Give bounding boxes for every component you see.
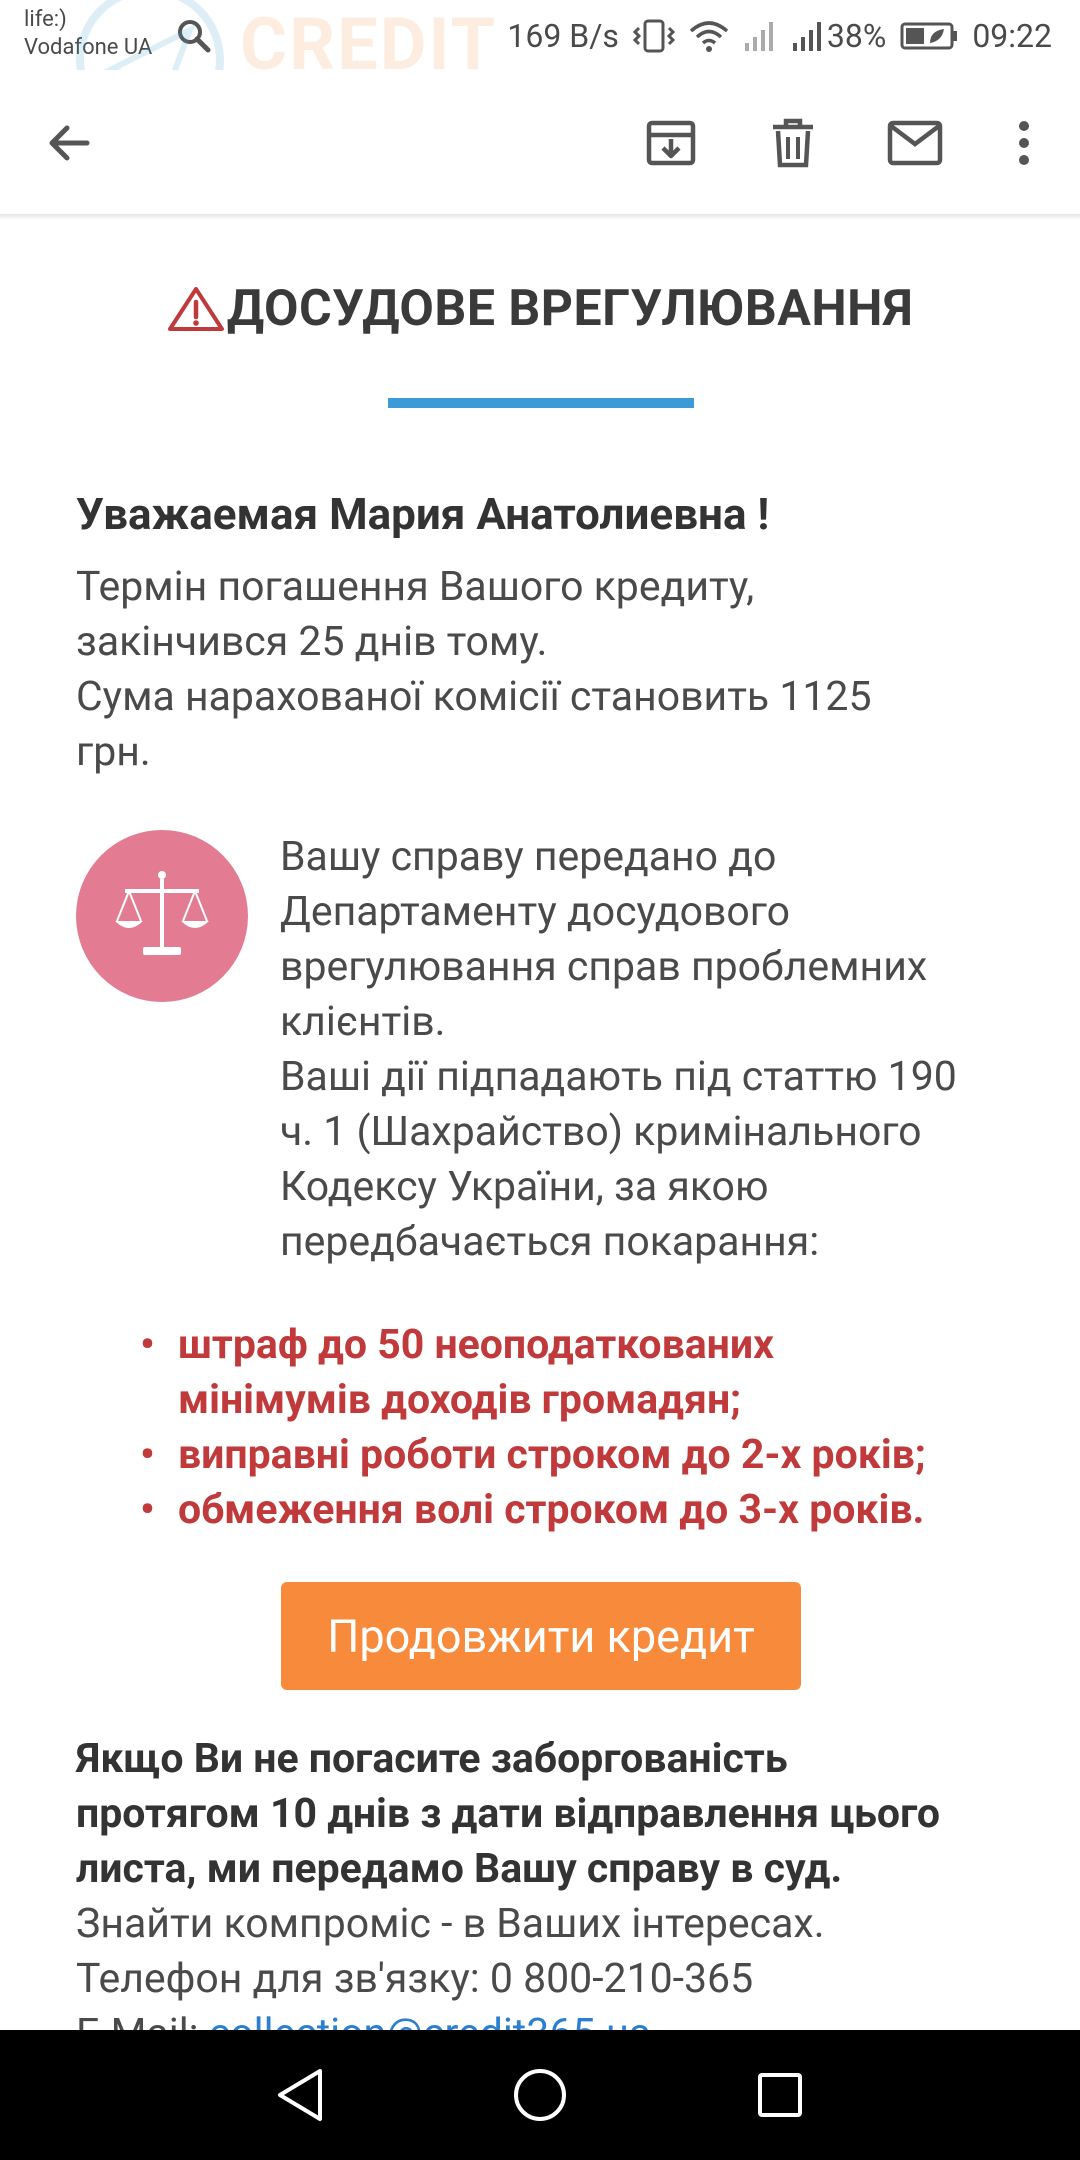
delete-button[interactable] [758,108,828,178]
archive-button[interactable] [636,108,706,178]
heading-accent-line [388,398,694,408]
intro-line: Сума нарахованої комісії становить 1125 [76,673,872,721]
overdue-notice [76,560,1016,780]
case-line: Ваші дії підпадають під статтю 190 [280,1053,957,1101]
penalty-list [140,1318,1040,1538]
case-line: Департаменту досудового [280,888,790,936]
more-vert-icon [1014,118,1034,168]
carrier-line-1: life:) [24,7,67,32]
vibrate-icon [633,18,675,54]
intro-line: закінчився 25 днів тому. [76,618,548,666]
signal-icon-sim2 [791,19,825,53]
case-line: ч. 1 (Шахрайство) кримінального [280,1108,922,1156]
status-bar [0,0,1080,70]
heading-text: ДОСУДОВЕ ВРЕГУЛЮВАННЯ [226,280,914,338]
penalty-item-restriction: • обмеження волі строком до 3-х років. [140,1483,1040,1538]
archive-icon [645,117,697,169]
more-options-button[interactable] [989,108,1059,178]
case-line: Вашу справу передано до [280,833,777,881]
system-navigation-bar [0,2030,1080,2160]
nav-recents-icon [756,2071,804,2119]
case-line: передбачається покарання: [280,1218,820,1266]
nav-home-icon [512,2067,568,2123]
status-indicators [507,14,1052,58]
scales-of-justice-icon [76,830,248,1002]
compromise-line: Знайти компроміс - в Ваших інтересах. [76,1900,825,1948]
email-toolbar [0,70,1080,216]
penalty-item-correctional-labor: • виправні роботи строком до 2-х років; [140,1428,1040,1483]
nav-recents-button[interactable] [740,2055,820,2135]
toolbar-divider [0,214,1080,220]
battery-icon [900,21,958,51]
penalty-line: • штраф до 50 неоподаткованих [178,1321,774,1369]
search-icon [176,18,212,54]
network-speed: 169 B/s [507,17,619,55]
warning-icon [167,286,225,332]
clock: 09:22 [972,17,1052,55]
phone-line: Телефон для зв'язку: 0 800-210-365 [76,1955,754,2003]
case-transfer-notice [280,830,1020,1270]
case-line: клієнтів. [280,998,446,1046]
nav-back-button[interactable] [260,2055,340,2135]
wifi-icon [689,19,729,53]
case-line: врегулювання справ проблемних [280,943,928,991]
warning-line: протягом 10 днів з дати відправлення цього [76,1790,941,1838]
nav-back-icon [274,2067,326,2123]
warning-line: Якщо Ви не погасите заборгованість [76,1735,788,1783]
court-warning [76,1732,1036,1897]
extend-credit-button[interactable]: Продовжити кредит [281,1582,801,1690]
mail-icon [887,120,943,166]
greeting: Уважаемая Мария Анатолиевна ! [76,488,770,540]
trash-icon [769,117,817,169]
nav-home-button[interactable] [500,2055,580,2135]
carrier-info [24,6,152,62]
intro-line: Термін погашення Вашого кредиту, [76,563,755,611]
penalty-item-fine [140,1318,1040,1428]
mark-unread-button[interactable] [880,108,950,178]
back-button[interactable] [34,108,104,178]
intro-line: грн. [76,728,151,776]
warning-line: листа, ми передамо Вашу справу в суд. [76,1845,843,1893]
case-line: Кодексу України, за якою [280,1163,769,1211]
carrier-line-2: Vodafone UA [24,35,153,60]
arrow-back-icon [45,119,93,167]
battery-level: 38% [826,17,887,55]
penalty-line: мінімумів доходів громадян; [178,1376,741,1424]
signal-icon-sim1 [743,19,777,53]
email-heading [0,280,1080,338]
